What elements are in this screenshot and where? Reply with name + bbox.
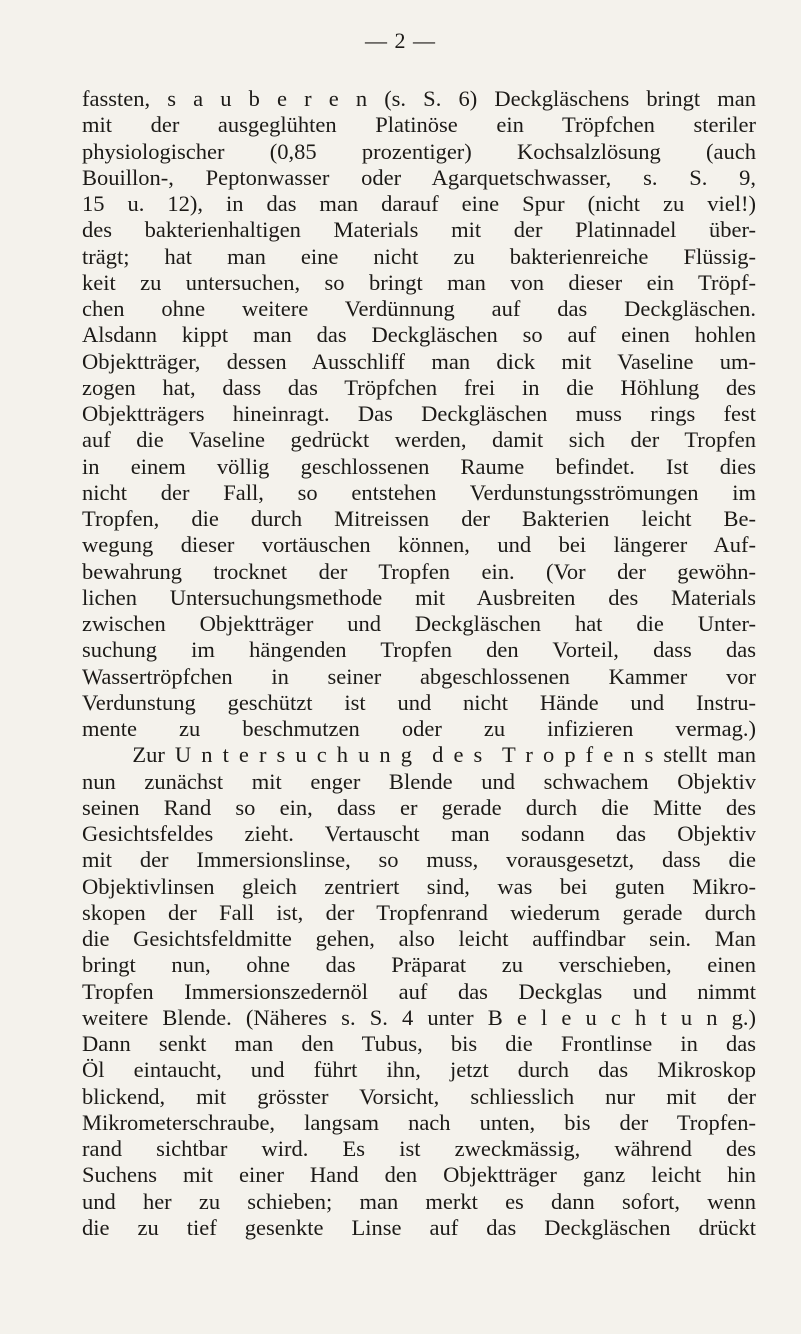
text-line: Gesichtsfeldes zieht. Vertauscht man sodann das Objektiv	[82, 821, 756, 846]
text-line: fassten, s a u b e r e n (s. S. 6) Deckgläschens bringt man	[82, 86, 756, 111]
text-line: mit der Immersionslinse, so muss, vorausgesetzt, dass die	[82, 847, 756, 873]
text-line: Wassertröpfchen in seiner abgeschlossenen Kammer vor	[82, 663, 756, 689]
text-line: trägt; hat man eine nicht zu bakterienreiche Flüssig-	[82, 243, 756, 269]
text-line: Bouillon-, Peptonwasser oder Agarquetschwasser, s. S. 9,	[82, 164, 756, 190]
text-line: bewahrung trocknet der Tropfen ein. (Vor der gewöhn-	[82, 558, 756, 584]
text-line: chen ohne weitere Verdünnung auf das Deckgläschen.	[82, 296, 756, 321]
text-line: blickend, mit grösster Vorsicht, schliesslich nur mit der	[82, 1083, 756, 1109]
text-line: Objektivlinsen gleich zentriert sind, was bei guten Mikro-	[82, 873, 756, 899]
text-line: nicht der Fall, so entstehen Verdunstungsströmungen im	[82, 479, 756, 505]
page-number: — 2 —	[365, 28, 436, 53]
text-line: nun zunächst mit enger Blende und schwachem Objektiv	[82, 768, 756, 794]
text-line: Dann senkt man den Tubus, bis die Frontlinse in das	[82, 1031, 756, 1056]
text-line: suchung im hängenden Tropfen den Vorteil, dass das	[82, 637, 756, 663]
text-line: rand sichtbar wird. Es ist zweckmässig, während des	[82, 1136, 756, 1161]
text-line: keit zu untersuchen, so bringt man von dieser ein Tröpf-	[82, 269, 756, 295]
text-line: bringt nun, ohne das Präparat zu verschieben, einen	[82, 952, 756, 978]
text-line: weitere Blende. (Näheres s. S. 4 unter B e l e u c h t u n g.)	[82, 1004, 756, 1030]
text-line: Verdunstung geschützt ist und nicht Hände und Instru-	[82, 689, 756, 715]
text-line: und her zu schieben; man merkt es dann sofort, wenn	[82, 1188, 756, 1214]
text-line: lichen Untersuchungsmethode mit Ausbreiten des Materials	[82, 584, 756, 610]
text-line: Objektträger, dessen Ausschliff man dick mit Vaseline um-	[82, 348, 756, 374]
text-line: 15 u. 12), in das man darauf eine Spur (nicht zu viel!)	[82, 191, 756, 216]
text-line: Tropfen Immersionszedernöl auf das Deckglas und nimmt	[82, 978, 756, 1004]
text-line: die zu tief gesenkte Linse auf das Deckgläschen drückt	[82, 1214, 756, 1240]
text-line: mente zu beschmutzen oder zu infizieren vermag.)	[82, 716, 756, 741]
text-line: zogen hat, dass das Tröpfchen frei in die Höhlung des	[82, 374, 756, 400]
text-line: in einem völlig geschlossenen Raume befindet. Ist dies	[82, 453, 756, 479]
text-line: Suchens mit einer Hand den Objektträger ganz leicht hin	[82, 1162, 756, 1188]
text-line: wegung dieser vortäuschen können, und bei längerer Auf-	[82, 532, 756, 558]
text-line: Öl eintaucht, und führt ihn, jetzt durch das Mikroskop	[82, 1057, 756, 1083]
text-line: seinen Rand so ein, dass er gerade durch die Mitte des	[82, 794, 756, 820]
body-text	[82, 86, 756, 1241]
text-line: die Gesichtsfeldmitte gehen, also leicht auffindbar sein. Man	[82, 926, 756, 951]
text-line: Alsdann kippt man das Deckgläschen so auf einen hohlen	[82, 322, 756, 348]
text-line: mit der ausgeglühten Platinöse ein Tröpfchen steriler	[82, 112, 756, 138]
text-line: zwischen Objektträger und Deckgläschen hat die Unter-	[82, 611, 756, 636]
text-line: Objektträgers hineinragt. Das Deckgläschen muss rings fest	[82, 401, 756, 426]
text-line: Tropfen, die durch Mitreissen der Bakterien leicht Be-	[82, 506, 756, 531]
text-line: Mikrometerschraube, langsam nach unten, bis der Tropfen-	[82, 1109, 756, 1135]
text-line: Zur U n t e r s u c h u n g d e s T r o p f e n s stellt man	[82, 742, 756, 768]
text-line: des bakterienhaltigen Materials mit der Platinnadel über-	[82, 217, 756, 243]
text-line: skopen der Fall ist, der Tropfenrand wiederum gerade durch	[82, 899, 756, 925]
text-line: physiologischer (0,85 prozentiger) Kochsalzlösung (auch	[82, 138, 756, 164]
text-line: auf die Vaseline gedrückt werden, damit sich der Tropfen	[82, 427, 756, 453]
